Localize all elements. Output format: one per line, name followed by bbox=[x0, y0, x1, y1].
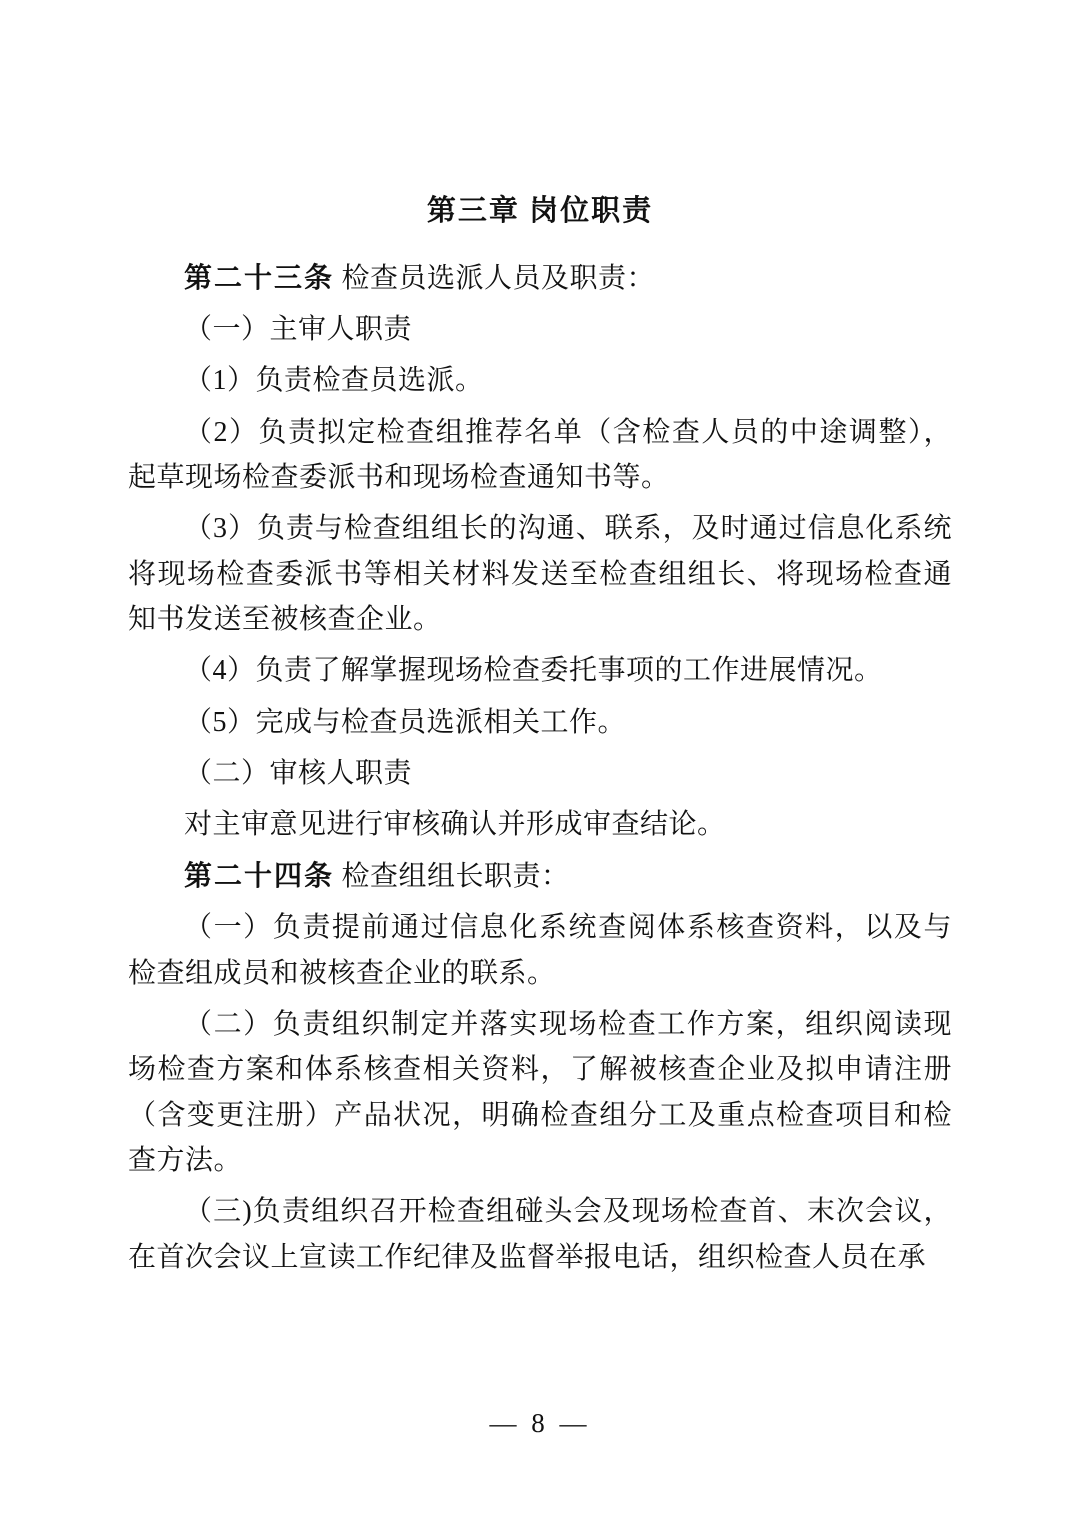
page-title: 第三章 岗位职责 bbox=[426, 195, 654, 227]
paragraph-item: （3）负责与检查组组长的沟通、联系，及时通过信息化系统将现场检查委派书等相关材料发送至检查组组长、将现场检查通知书发送至被核查企业。 bbox=[128, 513, 952, 636]
article-number: 第二十三条 bbox=[184, 262, 335, 294]
article-heading-23 bbox=[128, 256, 952, 301]
page-footer bbox=[0, 1408, 1080, 1439]
paragraph-item: （4）负责了解掌握现场检查委托事项的工作进展情况。 bbox=[184, 655, 883, 687]
paragraph-item: （5）完成与检查员选派相关工作。 bbox=[184, 706, 627, 738]
paragraph-item: （一）主审人职责 bbox=[184, 313, 413, 345]
page-number: — 8 — bbox=[489, 1408, 591, 1438]
paragraph-item: （一）负责提前通过信息化系统查阅体系核查资料，以及与检查组成员和被核查企业的联系。 bbox=[128, 912, 952, 989]
paragraph-item: （二）负责组织制定并落实现场检查工作方案，组织阅读现场检查方案和体系核查相关资料，了解被核查企业及拟申请注册（含变更注册）产品状况，明确检查组分工及重点检查项目和检查方法。 bbox=[128, 1008, 952, 1176]
article-text: 检查组组长职责： bbox=[341, 860, 570, 892]
paragraph-item: 对主审意见进行审核确认并形成审查结论。 bbox=[184, 809, 726, 841]
article-text: 检查员选派人员及职责： bbox=[341, 262, 656, 294]
article-number: 第二十四条 bbox=[184, 860, 335, 892]
paragraph-item: （1）负责检查员选派。 bbox=[184, 365, 484, 397]
paragraph-item: （二）审核人职责 bbox=[184, 758, 413, 790]
paragraph-item: （三)负责组织召开检查组碰头会及现场检查首、末次会议，在首次会议上宣读工作纪律及监督举报电话，组织检查人员在承 bbox=[128, 1196, 952, 1273]
paragraph-item: （2）负责拟定检查组推荐名单（含检查人员的中途调整），起草现场检查委派书和现场检查通知书等。 bbox=[128, 416, 952, 493]
article-heading-24 bbox=[128, 854, 952, 899]
